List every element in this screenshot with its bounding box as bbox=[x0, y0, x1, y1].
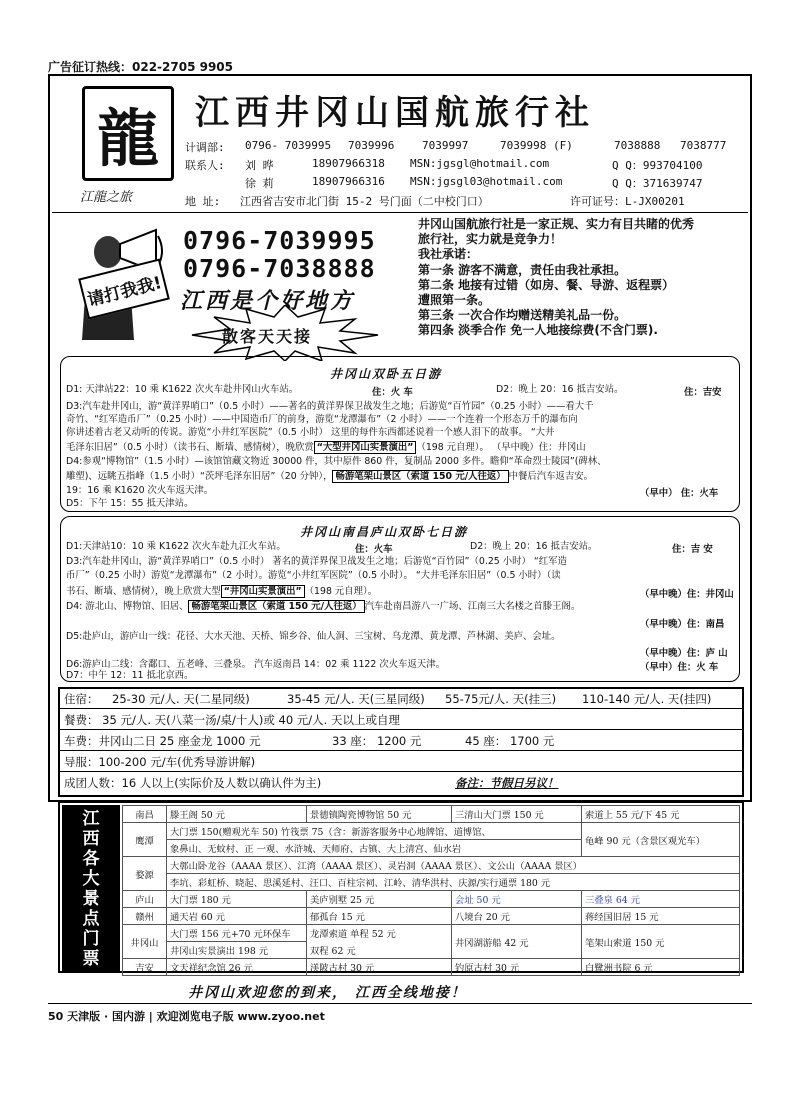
starburst-text: 散客天天接 bbox=[222, 327, 313, 346]
page-footer: 50 天津版 · 国内游 | 欢迎浏览电子版 www.zyoo.net bbox=[48, 1010, 325, 1023]
itin2-bijia-highlight: 畅游笔架山景区（索道 150 元/人往返） bbox=[188, 600, 364, 613]
license-number: 许可证号：L-JX00201 bbox=[570, 195, 685, 208]
price-note: 备注：节假日另议！ bbox=[455, 776, 559, 790]
contact-msn-1: MSN:jgsgl@hotmail.com bbox=[410, 157, 550, 170]
dispatch-phone-6: 7038777 bbox=[680, 139, 727, 152]
itin1-d2-stay: 住：吉安 bbox=[684, 387, 722, 398]
promise-line-3: 我社承诺： bbox=[418, 247, 479, 261]
dispatch-label: 计调部: bbox=[185, 141, 225, 154]
itin1-d1-stay: 住：火 车 bbox=[372, 387, 413, 398]
itin2-d3-line2: 币厂”（0.25 小时）游览“龙潭瀑布”（2 小时）。游览“小井红军医院”（0.5 小时）。 “大井毛泽东旧居”（0.5 小时）（读 bbox=[66, 570, 561, 581]
price-divider bbox=[60, 750, 742, 751]
logo-slogan: 江龍之旅 bbox=[80, 190, 133, 205]
price-stay-label: 住宿： bbox=[64, 692, 99, 706]
price-meal: 餐费： 35 元/人. 天(八菜一汤/桌/十人)或 40 元/人. 天以上或自理 bbox=[64, 713, 400, 727]
contact-qq-1: Q Q：993704100 bbox=[612, 159, 703, 172]
itin1-d4-stay: （早中） 住：火车 bbox=[640, 488, 719, 499]
itin2-d3-line3: 书石、断墙、感情树），晚上欣赏大型 “井冈山实景演出” （198 元自理）。 bbox=[66, 586, 378, 597]
price-car-33: 33 座： 1200 元 bbox=[332, 734, 422, 748]
itin1-d5: D5：下午 15：55 抵天津站。 bbox=[66, 498, 194, 509]
itin2-d3-stay: （早中晚）住：井冈山 bbox=[640, 589, 734, 600]
promise-line-4: 第一条 游客不满意，责任由我社承担。 bbox=[418, 263, 627, 277]
price-stay-gua4: 110-140 元/人. 天(挂四) bbox=[582, 692, 712, 706]
price-stay-gua3: 55-75元/人. 天(挂三) bbox=[445, 692, 557, 706]
address-label: 地 址: bbox=[185, 195, 221, 208]
promo-phone-1: 0796-7039995 bbox=[183, 226, 376, 255]
promise-line-6: 遭照第一条。 bbox=[418, 293, 491, 307]
price-car-25: 车费：井冈山二日 25 座金龙 1000 元 bbox=[64, 734, 261, 748]
promo-phone-2: 0796-7038888 bbox=[183, 254, 376, 283]
price-divider bbox=[60, 729, 742, 730]
table-row: 李坑、彩虹桥、晓起、思溪延村、汪口、百柱宗祠、江岭、清华洪村、庆源/实行通票 180 元 bbox=[123, 874, 740, 891]
table-row: 赣州 通天岩 60 元 郁孤台 15 元 八境台 20 元 蒋经国旧居 15 元 bbox=[123, 908, 740, 925]
itin1-bijia-highlight: 畅游笔架山景区（索道 150 元/人往返） bbox=[332, 470, 508, 483]
itin2-d6-stay: （早中）住：火 车 bbox=[640, 662, 719, 673]
itin2-d1-stay: 住：火车 bbox=[355, 544, 393, 555]
contact-label: 联系人: bbox=[185, 159, 225, 172]
welcome-banner: 井冈山欢迎您的到来， 江西全线地接！ bbox=[188, 985, 467, 1001]
contact-msn-2: MSN:jgsgl03@hotmail.com bbox=[410, 175, 563, 188]
dispatch-phone-5: 7038888 bbox=[614, 139, 661, 152]
itin2-d1: D1:天津站10：10 乘 K1622 次火车赴九江火车站。 bbox=[66, 541, 286, 552]
table-row: 婺源 大鄣山卧龙谷（AAAA 景区）、江湾（AAAA 景区）、灵岩洞（AAAA 景区）、文公山（AAAA 景区） bbox=[123, 857, 740, 874]
itin1-d3-line4: 毛泽东旧居”（0.5 小时）（读书石、断墙、感情树），晚欣赏 “大型井冈山实景演出” （198 元自理）。 （早中晚）住：井冈山 bbox=[66, 442, 586, 453]
itin1-show-highlight: “大型井冈山实景演出” bbox=[314, 441, 417, 454]
dispatch-phone-1: 0796- 7039995 bbox=[245, 139, 332, 152]
itin1-d3-line2: 奇竹、“红军造币厂”（0.25 小时）——中国造币厂的前身，游览“龙潭瀑布”（2 小时）——一个连着一个形态万千的瀑布向 bbox=[66, 414, 578, 425]
footer-divider bbox=[48, 1003, 752, 1004]
contact-qq-2: Q Q：371639747 bbox=[612, 177, 703, 190]
itin2-d3-line1: D3:汽车赴井冈山，游“黄洋界哨口”（0.5 小时） 著名的黄洋界保卫战发生之地；后游览“百竹园”（0.25 小时） “红军造 bbox=[66, 556, 567, 567]
dispatch-phone-3: 7039997 bbox=[422, 139, 469, 152]
itin1-d4-line1: D4:参观“博物馆”（1.5 小时）—该馆馆藏文物近 30000 件，其中原件 860 件，复制品 2000 多件。瞻仰“革命烈士陵园”(碑林、 bbox=[66, 456, 607, 467]
promo-slogan: 江西是个好地方 bbox=[180, 288, 356, 314]
itin2-d4: D4: 游北山、博物馆、旧居、 畅游笔架山景区（索道 150 元/人往返） 汽车赴南昌游八一广场、江南三大名楼之首滕王阁。 bbox=[66, 601, 581, 612]
agency-name: 江西井冈山国航旅行社 bbox=[195, 93, 595, 133]
table-row: 井冈山实景演出 198 元 双程 62 元 bbox=[123, 942, 740, 959]
contact-name-1: 刘 晔 bbox=[245, 159, 274, 172]
promise-line-2: 旅行社，实力就是竞争力！ bbox=[418, 232, 563, 246]
promise-line-7: 第三条 一次合作均赠送精美礼品一份。 bbox=[418, 308, 627, 322]
address: 江西省吉安市北门街 15-2 号门面（二中校门口） bbox=[240, 195, 489, 208]
table-row: 井冈山 大门票 156 元+70 元环保车 龙潭索道 单程 52 元 井冈湖游船 42 元 笔架山索道 150 元 bbox=[123, 925, 740, 942]
itinerary-7day-title: 井冈山南昌庐山双卧七日游 bbox=[300, 525, 469, 539]
itin2-d4-stay: （早中晚）住：南昌 bbox=[640, 619, 725, 630]
table-row: 南昌 滕王阁 50 元 景德镇陶瓷博物馆 50 元 三清山大门票 150 元 索道上 55 元/下 45 元 bbox=[123, 806, 740, 823]
itin2-d5: D5:赴庐山，游庐山一线：花径、大水天池、天桥、锦乡谷、仙人洞、三宝树、乌龙潭、黄龙潭、芦林湖、美庐、会址。 bbox=[66, 631, 561, 642]
header-divider bbox=[52, 212, 748, 213]
price-stay-2star: 25-30 元/人. 天(二星同级) bbox=[112, 692, 250, 706]
price-car-45: 45 座： 1700 元 bbox=[465, 734, 555, 748]
promise-line-5: 第二条 地接有过错（如房、餐、导游、返程票） bbox=[418, 278, 675, 292]
itin2-d2: D2：晚上 20：16 抵吉安站。 bbox=[470, 541, 598, 552]
price-divider bbox=[60, 708, 742, 709]
itin1-d4-line2: 雕塑)、远眺五指峰（1.5 小时）“茨坪毛泽东旧居”（20 分钟）， 畅游笔架山景区（索道 150 元/人往返） 中餐后汽车返吉安。 bbox=[66, 471, 594, 482]
itin2-show-highlight: “井冈山实景演出” bbox=[221, 585, 305, 598]
itin1-d2: D2：晚上 20：16 抵吉安站。 bbox=[496, 384, 624, 395]
itin1-d3-line1: D3:汽车赴井冈山，游“黄洋界哨口”（0.5 小时）——著名的黄洋界保卫战发生之地；后游览“百竹园”（0.25 小时）——看大千 bbox=[66, 401, 594, 412]
itin2-d6: D6:游庐山二线：含鄱口、五老峰、三叠泉。 汽车返南昌 14：02 乘 1122 次火车返天津。 bbox=[66, 659, 445, 670]
contact-phone-2: 18907966316 bbox=[312, 175, 385, 188]
dispatch-fax: 7039998 (F) bbox=[500, 139, 573, 152]
ad-hotline: 广告征订热线：022-2705 9905 bbox=[48, 60, 234, 74]
price-divider bbox=[60, 771, 742, 772]
dragon-logo: 龍 bbox=[82, 86, 174, 181]
itin2-d2-stay: 住：吉 安 bbox=[672, 544, 713, 555]
promise-line-1: 井冈山国航旅行社是一家正规、实力有目共睹的优秀 bbox=[418, 217, 695, 231]
itin1-d4-line3: 19：16 乘 K1620 次火车返天津。 bbox=[66, 485, 214, 496]
dispatch-phone-2: 7039996 bbox=[348, 139, 395, 152]
contact-name-2: 徐 莉 bbox=[245, 177, 274, 190]
itin1-d3-line3: 你讲述着古老又动听的传说。游览“小井红军医院”（0.5 小时） 这里的每件东西都述说着一个感人泪下的故事。 “大井 bbox=[66, 427, 555, 438]
promise-line-8: 第四条 淡季合作 免一人地接综费(不含门票). bbox=[418, 323, 658, 337]
itin2-d7: D7：中午 12：11 抵北京西。 bbox=[66, 670, 194, 681]
itinerary-5day-title: 井冈山双卧五日游 bbox=[330, 367, 443, 381]
itin1-d1: D1: 天津站22：10 乘 K1622 次火车赴井冈山火车站。 bbox=[66, 384, 299, 395]
itin2-d5-stay: （早中晚）住：庐 山 bbox=[640, 648, 728, 659]
table-row: 象鼻山、无蚊村、正 一观、水浒城、天师府、古镇、大上清宫、仙水岩 bbox=[123, 840, 740, 857]
call-me-badge: 请打我我! bbox=[78, 258, 170, 319]
table-row: 庐山 大门票 180 元 美庐别墅 25 元 会址 50 元 三叠泉 64 元 bbox=[123, 891, 740, 908]
table-row: 鹰潭 大门票 150(赠观光车 50) 竹筏票 75（含：新游客服务中心地牌馆、道博馆、 龟峰 90 元（含景区观光车） bbox=[123, 823, 740, 840]
contact-phone-1: 18907966318 bbox=[312, 157, 385, 170]
price-guide: 导服：100-200 元/车(优秀导游讲解) bbox=[64, 755, 256, 769]
table-row: 吉安 文天祥纪念馆 26 元 渼陂古村 30 元 钓原古村 30 元 白鹭洲书院 6 元 bbox=[123, 959, 740, 976]
price-group: 成团人数：16 人以上(实际价及人数以确认件为主) bbox=[64, 776, 322, 790]
tickets-side-title: 江 西 各 大 景 点 门 票 bbox=[62, 805, 120, 971]
tickets-table bbox=[122, 805, 740, 976]
price-stay-3star: 35-45 元/人. 天(三星同级) bbox=[287, 692, 425, 706]
